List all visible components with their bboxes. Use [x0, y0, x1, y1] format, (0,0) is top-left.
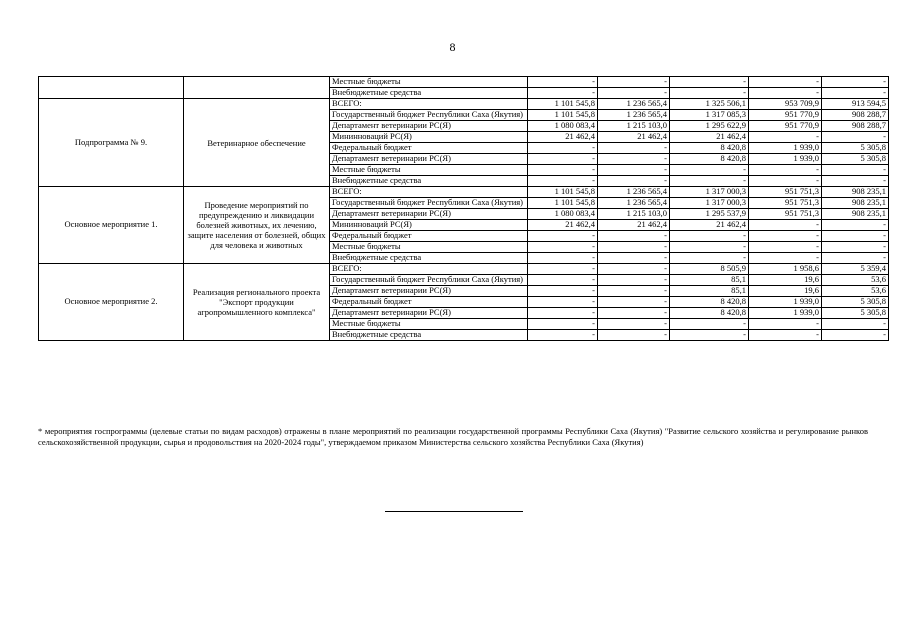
- measure-name-cell: Ветеринарное обеспечение: [184, 99, 330, 187]
- table-row: [39, 77, 889, 88]
- amount-cell: 1 101 545,8: [528, 198, 598, 209]
- amount-cell: -: [528, 176, 598, 187]
- amount-cell: -: [749, 165, 822, 176]
- amount-cell: 21 462,4: [528, 220, 598, 231]
- amount-cell: 8 420,8: [670, 297, 749, 308]
- table-row: [39, 187, 889, 198]
- amount-cell: 1 317 085,3: [670, 110, 749, 121]
- amount-cell: 1 236 565,4: [598, 198, 670, 209]
- amount-cell: -: [822, 231, 889, 242]
- amount-cell: 8 420,8: [670, 143, 749, 154]
- amount-cell: 1 101 545,8: [528, 187, 598, 198]
- amount-cell: 5 305,8: [822, 154, 889, 165]
- amount-cell: -: [749, 253, 822, 264]
- amount-cell: -: [822, 319, 889, 330]
- funding-source-cell: Департамент ветеринарии РС(Я): [330, 286, 528, 297]
- amount-cell: 951 751,3: [749, 198, 822, 209]
- amount-cell: -: [598, 275, 670, 286]
- end-rule: [385, 511, 523, 512]
- funding-source-cell: Мининноваций РС(Я): [330, 220, 528, 231]
- amount-cell: 21 462,4: [598, 132, 670, 143]
- amount-cell: 1 939,0: [749, 308, 822, 319]
- amount-cell: -: [528, 275, 598, 286]
- amount-cell: 5 359,4: [822, 264, 889, 275]
- amount-cell: -: [528, 286, 598, 297]
- amount-cell: 19,6: [749, 275, 822, 286]
- amount-cell: -: [670, 253, 749, 264]
- amount-cell: 8 505,9: [670, 264, 749, 275]
- amount-cell: -: [528, 264, 598, 275]
- amount-cell: 1 317 000,3: [670, 198, 749, 209]
- amount-cell: 5 305,8: [822, 297, 889, 308]
- budget-table: [38, 76, 889, 341]
- amount-cell: 1 080 083,4: [528, 121, 598, 132]
- amount-cell: -: [670, 231, 749, 242]
- amount-cell: -: [598, 297, 670, 308]
- amount-cell: 1 236 565,4: [598, 187, 670, 198]
- funding-source-cell: Внебюджетные средства: [330, 253, 528, 264]
- funding-source-cell: Государственный бюджет Республики Саха (Якутия): [330, 198, 528, 209]
- funding-source-cell: Внебюджетные средства: [330, 330, 528, 341]
- amount-cell: -: [598, 319, 670, 330]
- amount-cell: -: [749, 132, 822, 143]
- funding-source-cell: Местные бюджеты: [330, 242, 528, 253]
- funding-source-cell: Местные бюджеты: [330, 319, 528, 330]
- amount-cell: -: [670, 77, 749, 88]
- funding-source-cell: Государственный бюджет Республики Саха (Якутия): [330, 275, 528, 286]
- amount-cell: 913 594,5: [822, 99, 889, 110]
- amount-cell: 951 770,9: [749, 121, 822, 132]
- amount-cell: -: [598, 330, 670, 341]
- table-row: [39, 264, 889, 275]
- amount-cell: -: [598, 77, 670, 88]
- page-number: 8: [449, 40, 456, 54]
- amount-cell: -: [598, 154, 670, 165]
- amount-cell: -: [598, 143, 670, 154]
- measure-name-cell: [184, 77, 330, 99]
- amount-cell: -: [528, 231, 598, 242]
- amount-cell: -: [598, 308, 670, 319]
- amount-cell: -: [528, 143, 598, 154]
- amount-cell: 85,1: [670, 286, 749, 297]
- program-cell: Подпрограмма № 9.: [39, 99, 184, 187]
- amount-cell: 1 215 103,0: [598, 121, 670, 132]
- amount-cell: 5 305,8: [822, 143, 889, 154]
- amount-cell: -: [528, 242, 598, 253]
- funding-source-cell: Федеральный бюджет: [330, 143, 528, 154]
- amount-cell: -: [528, 319, 598, 330]
- funding-source-cell: Департамент ветеринарии РС(Я): [330, 209, 528, 220]
- amount-cell: -: [670, 176, 749, 187]
- measure-name-cell: Реализация регионального проекта "Экспорт продукции агропромышленного комплекса": [184, 264, 330, 341]
- amount-cell: -: [822, 88, 889, 99]
- amount-cell: -: [528, 297, 598, 308]
- amount-cell: -: [749, 319, 822, 330]
- funding-source-cell: Местные бюджеты: [330, 165, 528, 176]
- amount-cell: -: [822, 253, 889, 264]
- amount-cell: 8 420,8: [670, 154, 749, 165]
- amount-cell: 1 939,0: [749, 154, 822, 165]
- funding-source-cell: ВСЕГО:: [330, 99, 528, 110]
- amount-cell: -: [749, 88, 822, 99]
- amount-cell: -: [598, 231, 670, 242]
- amount-cell: -: [528, 253, 598, 264]
- table-body: [39, 77, 889, 341]
- amount-cell: -: [528, 88, 598, 99]
- amount-cell: -: [598, 242, 670, 253]
- amount-cell: 8 420,8: [670, 308, 749, 319]
- funding-source-cell: ВСЕГО:: [330, 187, 528, 198]
- amount-cell: -: [670, 330, 749, 341]
- amount-cell: -: [598, 176, 670, 187]
- amount-cell: 1 939,0: [749, 297, 822, 308]
- amount-cell: -: [749, 242, 822, 253]
- table-row: [39, 99, 889, 110]
- funding-source-cell: Внебюджетные средства: [330, 88, 528, 99]
- funding-source-cell: Департамент ветеринарии РС(Я): [330, 121, 528, 132]
- amount-cell: 1 101 545,8: [528, 110, 598, 121]
- amount-cell: -: [749, 220, 822, 231]
- program-cell: Основное мероприятие 2.: [39, 264, 184, 341]
- amount-cell: -: [598, 253, 670, 264]
- amount-cell: -: [528, 154, 598, 165]
- amount-cell: -: [822, 132, 889, 143]
- amount-cell: 85,1: [670, 275, 749, 286]
- amount-cell: 21 462,4: [598, 220, 670, 231]
- amount-cell: -: [598, 286, 670, 297]
- amount-cell: 1 325 506,1: [670, 99, 749, 110]
- amount-cell: 1 295 622,9: [670, 121, 749, 132]
- program-cell: [39, 77, 184, 99]
- amount-cell: 1 236 565,4: [598, 99, 670, 110]
- amount-cell: -: [822, 165, 889, 176]
- amount-cell: 53,6: [822, 286, 889, 297]
- funding-source-cell: Департамент ветеринарии РС(Я): [330, 154, 528, 165]
- amount-cell: 908 235,1: [822, 209, 889, 220]
- amount-cell: -: [528, 165, 598, 176]
- amount-cell: 1 295 537,9: [670, 209, 749, 220]
- amount-cell: -: [598, 264, 670, 275]
- amount-cell: -: [598, 88, 670, 99]
- amount-cell: -: [749, 77, 822, 88]
- amount-cell: 1 080 083,4: [528, 209, 598, 220]
- amount-cell: 1 101 545,8: [528, 99, 598, 110]
- amount-cell: 951 770,9: [749, 110, 822, 121]
- amount-cell: 908 235,1: [822, 198, 889, 209]
- measure-name-cell: Проведение мероприятий по предупреждению и ликвидации болезней животных, их лечению, защите населения от болезней, общих для человека и животных: [184, 187, 330, 264]
- amount-cell: -: [749, 231, 822, 242]
- funding-source-cell: Департамент ветеринарии РС(Я): [330, 308, 528, 319]
- amount-cell: 1 958,6: [749, 264, 822, 275]
- amount-cell: -: [749, 176, 822, 187]
- funding-source-cell: Федеральный бюджет: [330, 231, 528, 242]
- amount-cell: 1 939,0: [749, 143, 822, 154]
- footnote: * мероприятия госпрограммы (целевые статьи по видам расходов) отражены в плане мероприятий по реализации государственной программы Республики Саха (Якутия) "Развитие сельского хозяйства и регулирование рынков сельскохозяйственной продукции, сырья и продовольствия на 2020-2024 годы", утверждаемом приказом Министерства сельского хозяйства Республики Саха (Якутия): [38, 426, 868, 447]
- amount-cell: 19,6: [749, 286, 822, 297]
- amount-cell: 1 317 000,3: [670, 187, 749, 198]
- amount-cell: -: [528, 77, 598, 88]
- funding-source-cell: Внебюджетные средства: [330, 176, 528, 187]
- amount-cell: -: [670, 88, 749, 99]
- amount-cell: 951 751,3: [749, 209, 822, 220]
- amount-cell: 908 235,1: [822, 187, 889, 198]
- funding-source-cell: Местные бюджеты: [330, 77, 528, 88]
- amount-cell: 953 709,9: [749, 99, 822, 110]
- amount-cell: 21 462,4: [528, 132, 598, 143]
- amount-cell: -: [822, 220, 889, 231]
- amount-cell: -: [822, 176, 889, 187]
- amount-cell: -: [528, 330, 598, 341]
- funding-source-cell: Государственный бюджет Республики Саха (Якутия): [330, 110, 528, 121]
- amount-cell: -: [670, 165, 749, 176]
- funding-source-cell: ВСЕГО:: [330, 264, 528, 275]
- amount-cell: 908 288,7: [822, 121, 889, 132]
- amount-cell: -: [822, 330, 889, 341]
- amount-cell: -: [598, 165, 670, 176]
- amount-cell: -: [670, 242, 749, 253]
- funding-source-cell: Мининноваций РС(Я): [330, 132, 528, 143]
- amount-cell: 53,6: [822, 275, 889, 286]
- amount-cell: 1 236 565,4: [598, 110, 670, 121]
- amount-cell: 21 462,4: [670, 220, 749, 231]
- program-cell: Основное мероприятие 1.: [39, 187, 184, 264]
- amount-cell: -: [749, 330, 822, 341]
- amount-cell: 21 462,4: [670, 132, 749, 143]
- amount-cell: -: [528, 308, 598, 319]
- amount-cell: -: [822, 242, 889, 253]
- amount-cell: -: [822, 77, 889, 88]
- amount-cell: -: [670, 319, 749, 330]
- funding-source-cell: Федеральный бюджет: [330, 297, 528, 308]
- amount-cell: 951 751,3: [749, 187, 822, 198]
- amount-cell: 908 288,7: [822, 110, 889, 121]
- amount-cell: 5 305,8: [822, 308, 889, 319]
- amount-cell: 1 215 103,0: [598, 209, 670, 220]
